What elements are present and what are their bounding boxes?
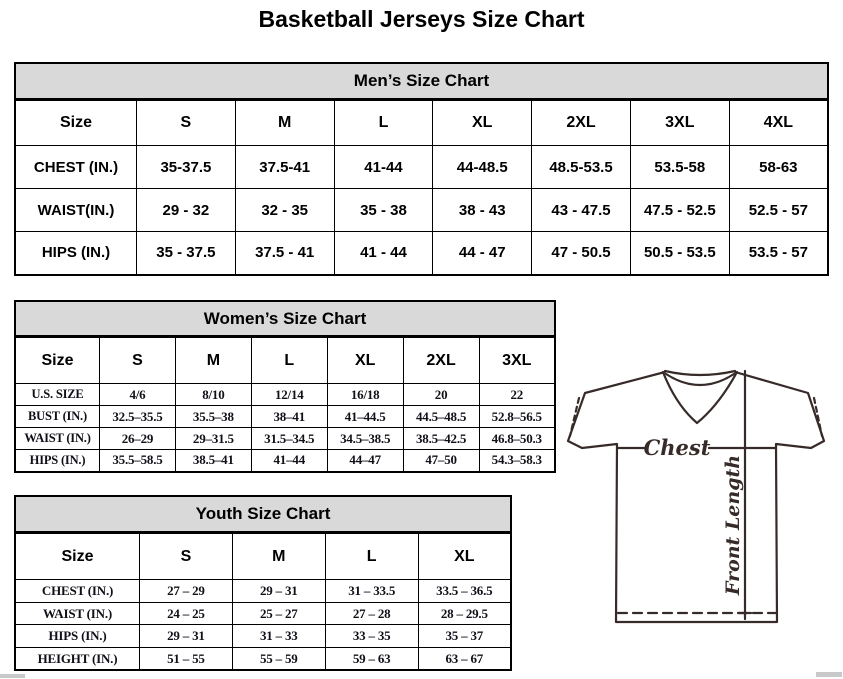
column-header: L	[334, 101, 433, 146]
table-cell: 8/10	[175, 384, 251, 406]
table-cell: 35 - 38	[334, 189, 433, 232]
page-title: Basketball Jerseys Size Chart	[258, 6, 585, 32]
table-cell: 41–44	[251, 450, 327, 472]
row-label: CHEST (IN.)	[15, 146, 137, 189]
row-label: CHEST (IN.)	[15, 580, 140, 603]
mens-size-chart-header: Men’s Size Chart	[14, 62, 829, 100]
youth-size-chart-section	[14, 495, 512, 671]
table-cell: 52.5 - 57	[729, 189, 828, 232]
table-cell: 50.5 - 53.5	[630, 232, 729, 275]
table-row	[15, 406, 555, 428]
jersey-outline	[568, 372, 824, 622]
table-cell: 41 - 44	[334, 232, 433, 275]
size-header-row	[15, 101, 828, 146]
table-cell: 58-63	[729, 146, 828, 189]
table-cell: 46.8–50.3	[479, 428, 555, 450]
column-header: L	[325, 534, 418, 580]
row-label: U.S. SIZE	[15, 384, 100, 406]
table-cell: 27 – 28	[325, 602, 418, 625]
table-cell: 47–50	[403, 450, 479, 472]
table-cell: 37.5 - 41	[235, 232, 334, 275]
table-cell: 51 – 55	[140, 648, 233, 671]
column-header: S	[100, 338, 176, 384]
column-header: 3XL	[630, 101, 729, 146]
table-cell: 22	[479, 384, 555, 406]
table-row	[15, 189, 828, 232]
column-header: XL	[418, 534, 511, 580]
row-label: HEIGHT (IN.)	[15, 648, 140, 671]
column-header: Size	[15, 338, 100, 384]
table-row	[15, 232, 828, 275]
size-header-row	[15, 338, 555, 384]
column-header: XL	[327, 338, 403, 384]
column-header: XL	[433, 101, 532, 146]
column-header: Size	[15, 101, 137, 146]
table-cell: 33.5 – 36.5	[418, 580, 511, 603]
table-cell: 24 – 25	[140, 602, 233, 625]
table-cell: 12/14	[251, 384, 327, 406]
column-header: 4XL	[729, 101, 828, 146]
column-header: S	[140, 534, 233, 580]
table-cell: 32 - 35	[235, 189, 334, 232]
column-header: M	[175, 338, 251, 384]
chest-label: Chest	[643, 435, 711, 460]
table-cell: 37.5-41	[235, 146, 334, 189]
table-cell: 44 - 47	[433, 232, 532, 275]
womens-size-table	[14, 337, 556, 473]
table-cell: 63 – 67	[418, 648, 511, 671]
row-label: WAIST (IN.)	[15, 428, 100, 450]
table-cell: 29 - 32	[137, 189, 236, 232]
jersey-measurement-diagram	[558, 363, 842, 627]
table-row	[15, 625, 511, 648]
table-cell: 28 – 29.5	[418, 602, 511, 625]
mens-size-chart-section	[14, 62, 829, 276]
row-label: HIPS (IN.)	[15, 450, 100, 472]
table-cell: 31 – 33.5	[325, 580, 418, 603]
table-cell: 47.5 - 52.5	[630, 189, 729, 232]
table-cell: 41-44	[334, 146, 433, 189]
table-cell: 31 – 33	[232, 625, 325, 648]
table-cell: 43 - 47.5	[532, 189, 631, 232]
size-header-row	[15, 534, 511, 580]
table-cell: 26–29	[100, 428, 176, 450]
table-row	[15, 146, 828, 189]
table-cell: 38.5–41	[175, 450, 251, 472]
table-cell: 38.5–42.5	[403, 428, 479, 450]
table-cell: 35 - 37.5	[137, 232, 236, 275]
table-cell: 16/18	[327, 384, 403, 406]
table-cell: 41–44.5	[327, 406, 403, 428]
row-label: HIPS (IN.)	[15, 232, 137, 275]
table-cell: 32.5–35.5	[100, 406, 176, 428]
column-header: Size	[15, 534, 140, 580]
womens-size-chart-section	[14, 300, 556, 473]
table-row	[15, 648, 511, 671]
column-header: M	[232, 534, 325, 580]
table-cell: 44–47	[327, 450, 403, 472]
table-cell: 47 - 50.5	[532, 232, 631, 275]
table-row	[15, 602, 511, 625]
table-cell: 31.5–34.5	[251, 428, 327, 450]
table-cell: 35-37.5	[137, 146, 236, 189]
table-cell: 54.3–58.3	[479, 450, 555, 472]
table-cell: 33 – 35	[325, 625, 418, 648]
mens-size-table	[14, 100, 829, 276]
table-cell: 44-48.5	[433, 146, 532, 189]
youth-size-chart-header: Youth Size Chart	[14, 495, 512, 533]
table-cell: 55 – 59	[232, 648, 325, 671]
table-cell: 38 - 43	[433, 189, 532, 232]
column-header: 3XL	[479, 338, 555, 384]
table-cell: 29–31.5	[175, 428, 251, 450]
table-cell: 35 – 37	[418, 625, 511, 648]
column-header: 2XL	[532, 101, 631, 146]
column-header: M	[235, 101, 334, 146]
table-cell: 38–41	[251, 406, 327, 428]
column-header: L	[251, 338, 327, 384]
table-row	[15, 428, 555, 450]
table-row	[15, 580, 511, 603]
front-length-label: Front Length	[722, 454, 744, 596]
table-cell: 59 – 63	[325, 648, 418, 671]
table-cell: 48.5-53.5	[532, 146, 631, 189]
table-cell: 35.5–58.5	[100, 450, 176, 472]
table-cell: 52.8–56.5	[479, 406, 555, 428]
column-header: 2XL	[403, 338, 479, 384]
table-row	[15, 450, 555, 472]
table-cell: 25 – 27	[232, 602, 325, 625]
table-cell: 4/6	[100, 384, 176, 406]
row-label: WAIST(IN.)	[15, 189, 137, 232]
table-cell: 34.5–38.5	[327, 428, 403, 450]
row-label: HIPS (IN.)	[15, 625, 140, 648]
table-cell: 27 – 29	[140, 580, 233, 603]
table-cell: 53.5 - 57	[729, 232, 828, 275]
column-header: S	[137, 101, 236, 146]
table-cell: 29 – 31	[140, 625, 233, 648]
horizontal-scrollbar-fragment-left[interactable]	[0, 674, 25, 678]
table-cell: 35.5–38	[175, 406, 251, 428]
horizontal-scrollbar-fragment-right[interactable]	[816, 672, 842, 677]
table-cell: 29 – 31	[232, 580, 325, 603]
row-label: BUST (IN.)	[15, 406, 100, 428]
table-cell: 20	[403, 384, 479, 406]
table-cell: 53.5-58	[630, 146, 729, 189]
table-cell: 44.5–48.5	[403, 406, 479, 428]
row-label: WAIST (IN.)	[15, 602, 140, 625]
youth-size-table	[14, 533, 512, 671]
womens-size-chart-header: Women’s Size Chart	[14, 300, 556, 337]
table-row	[15, 384, 555, 406]
